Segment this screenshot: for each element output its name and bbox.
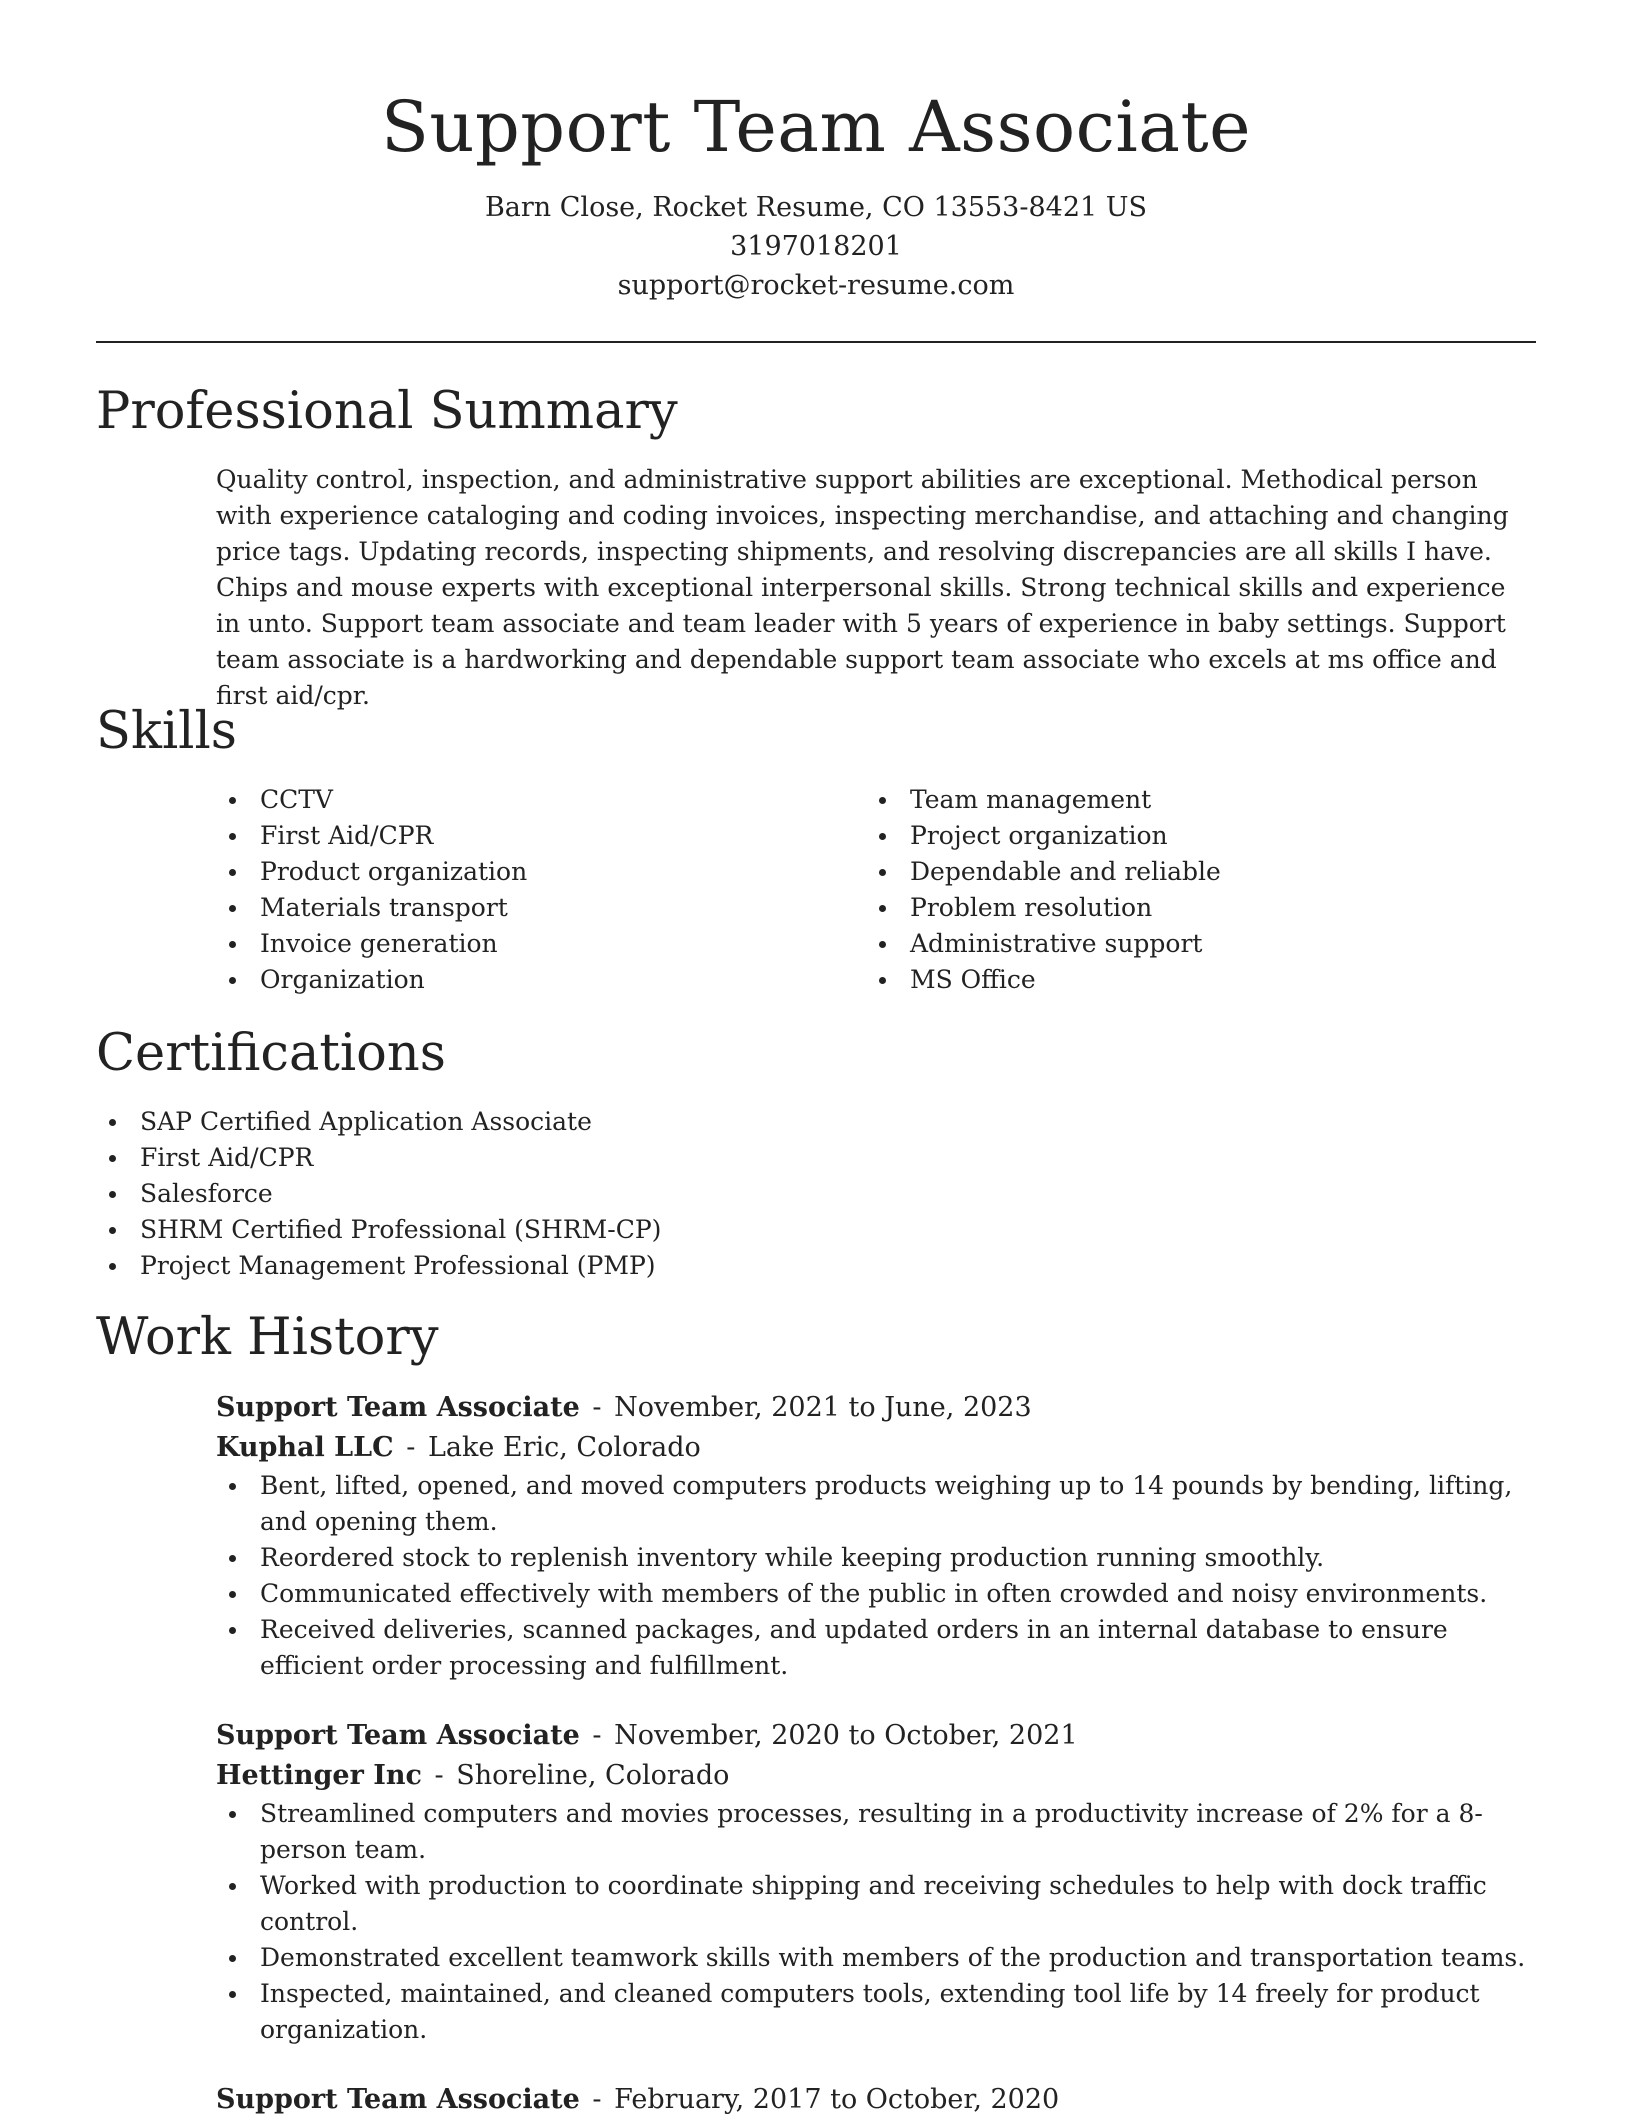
- separator: -: [592, 1720, 602, 1751]
- list-item: Team management: [866, 782, 1516, 818]
- job-bullets: [216, 1796, 1536, 2048]
- contact-block: [0, 188, 1632, 305]
- list-item: Streamlined computers and movies processes, resulting in a productivity increase of 2% for a 8-person team.: [216, 1796, 1536, 1868]
- job-dates: November, 2020 to October, 2021: [614, 1720, 1078, 1751]
- list-item: Reordered stock to replenish inventory while keeping production running smoothly.: [216, 1540, 1536, 1576]
- job-entry: [216, 2080, 1536, 2120]
- list-item: Worked with production to coordinate shipping and receiving schedules to help with dock traffic control.: [216, 1868, 1536, 1940]
- job-location: Shoreline, Colorado: [456, 1760, 730, 1791]
- job-location: Lake Eric, Colorado: [427, 1432, 701, 1463]
- job-company: Hettinger Inc: [216, 1760, 422, 1791]
- separator: -: [592, 1392, 602, 1423]
- resume-header: [0, 0, 1632, 305]
- certifications-list: [96, 1104, 1416, 1284]
- job-company-line: [216, 1428, 1536, 1468]
- list-item: Dependable and reliable: [866, 854, 1516, 890]
- list-item: Product organization: [216, 854, 866, 890]
- contact-phone: 3197018201: [730, 231, 902, 262]
- separator: -: [406, 1432, 416, 1463]
- skills-list-left: [216, 782, 866, 998]
- skills-section: [96, 702, 1536, 998]
- list-item: Demonstrated excellent teamwork skills with members of the production and transportation teams.: [216, 1940, 1536, 1976]
- summary-text: Quality control, inspection, and administrative support abilities are exceptional. Methodical person with experience cataloging and coding invoices, inspecting merchandise, and attaching and changing price tags. Updating records, inspecting shipments, and resolving discrepancies are all skills I have. Chips and mouse experts with exceptional interpersonal skills. Strong technical skills and experience in unto. Support team associate and team leader with 5 years of experience in baby settings. Support team associate is a hardworking and dependable support team associate who excels at ms office and first aid/cpr.: [216, 465, 1509, 710]
- summary-section: [96, 382, 1536, 714]
- job-role: Support Team Associate: [216, 2084, 580, 2115]
- job-bullets: [216, 1468, 1536, 1684]
- skills-list-right: [866, 782, 1516, 998]
- list-item: CCTV: [216, 782, 866, 818]
- job-entry: [216, 1388, 1536, 1684]
- job-company: Kuphal LLC: [216, 1432, 394, 1463]
- job-role: Support Team Associate: [216, 1392, 580, 1423]
- work-history-title: Work History: [96, 1308, 439, 1367]
- job-entry: [216, 1716, 1536, 2048]
- list-item: Administrative support: [866, 926, 1516, 962]
- job-role-line: [216, 1388, 1536, 1428]
- work-history-section: [96, 1308, 1536, 2120]
- job-role-line: [216, 2080, 1536, 2120]
- list-item: SHRM Certified Professional (SHRM-CP): [96, 1212, 1416, 1248]
- certifications-section: [96, 1024, 1536, 1284]
- separator: -: [592, 2084, 602, 2115]
- list-item: Received deliveries, scanned packages, and updated orders in an internal database to ensure efficient order processing and fulfillment.: [216, 1612, 1536, 1684]
- list-item: First Aid/CPR: [216, 818, 866, 854]
- job-dates: November, 2021 to June, 2023: [614, 1392, 1032, 1423]
- list-item: Organization: [216, 962, 866, 998]
- summary-title: Professional Summary: [96, 382, 678, 441]
- separator: -: [434, 1760, 444, 1791]
- list-item: Bent, lifted, opened, and moved computers products weighing up to 14 pounds by bending, lifting, and opening them.: [216, 1468, 1536, 1540]
- list-item: Project Management Professional (PMP): [96, 1248, 1416, 1284]
- job-role: Support Team Associate: [216, 1720, 580, 1751]
- job-role-line: [216, 1716, 1536, 1756]
- job-dates: February, 2017 to October, 2020: [614, 2084, 1060, 2115]
- list-item: Problem resolution: [866, 890, 1516, 926]
- list-item: Materials transport: [216, 890, 866, 926]
- header-divider: [96, 341, 1536, 343]
- list-item: Invoice generation: [216, 926, 866, 962]
- list-item: Inspected, maintained, and cleaned computers tools, extending tool life by 14 freely for product organization.: [216, 1976, 1536, 2048]
- candidate-name: Support Team Associate: [380, 86, 1252, 168]
- list-item: First Aid/CPR: [96, 1140, 1416, 1176]
- skills-title: Skills: [96, 702, 237, 761]
- certifications-title: Certifications: [96, 1024, 446, 1083]
- list-item: Salesforce: [96, 1176, 1416, 1212]
- contact-address: Barn Close, Rocket Resume, CO 13553-8421 US: [484, 192, 1148, 223]
- list-item: MS Office: [866, 962, 1516, 998]
- list-item: Project organization: [866, 818, 1516, 854]
- contact-email: support@rocket-resume.com: [617, 270, 1015, 301]
- list-item: Communicated effectively with members of the public in often crowded and noisy environments.: [216, 1576, 1536, 1612]
- list-item: SAP Certified Application Associate: [96, 1104, 1416, 1140]
- job-company-line: [216, 1756, 1536, 1796]
- skills-columns: [216, 782, 1536, 998]
